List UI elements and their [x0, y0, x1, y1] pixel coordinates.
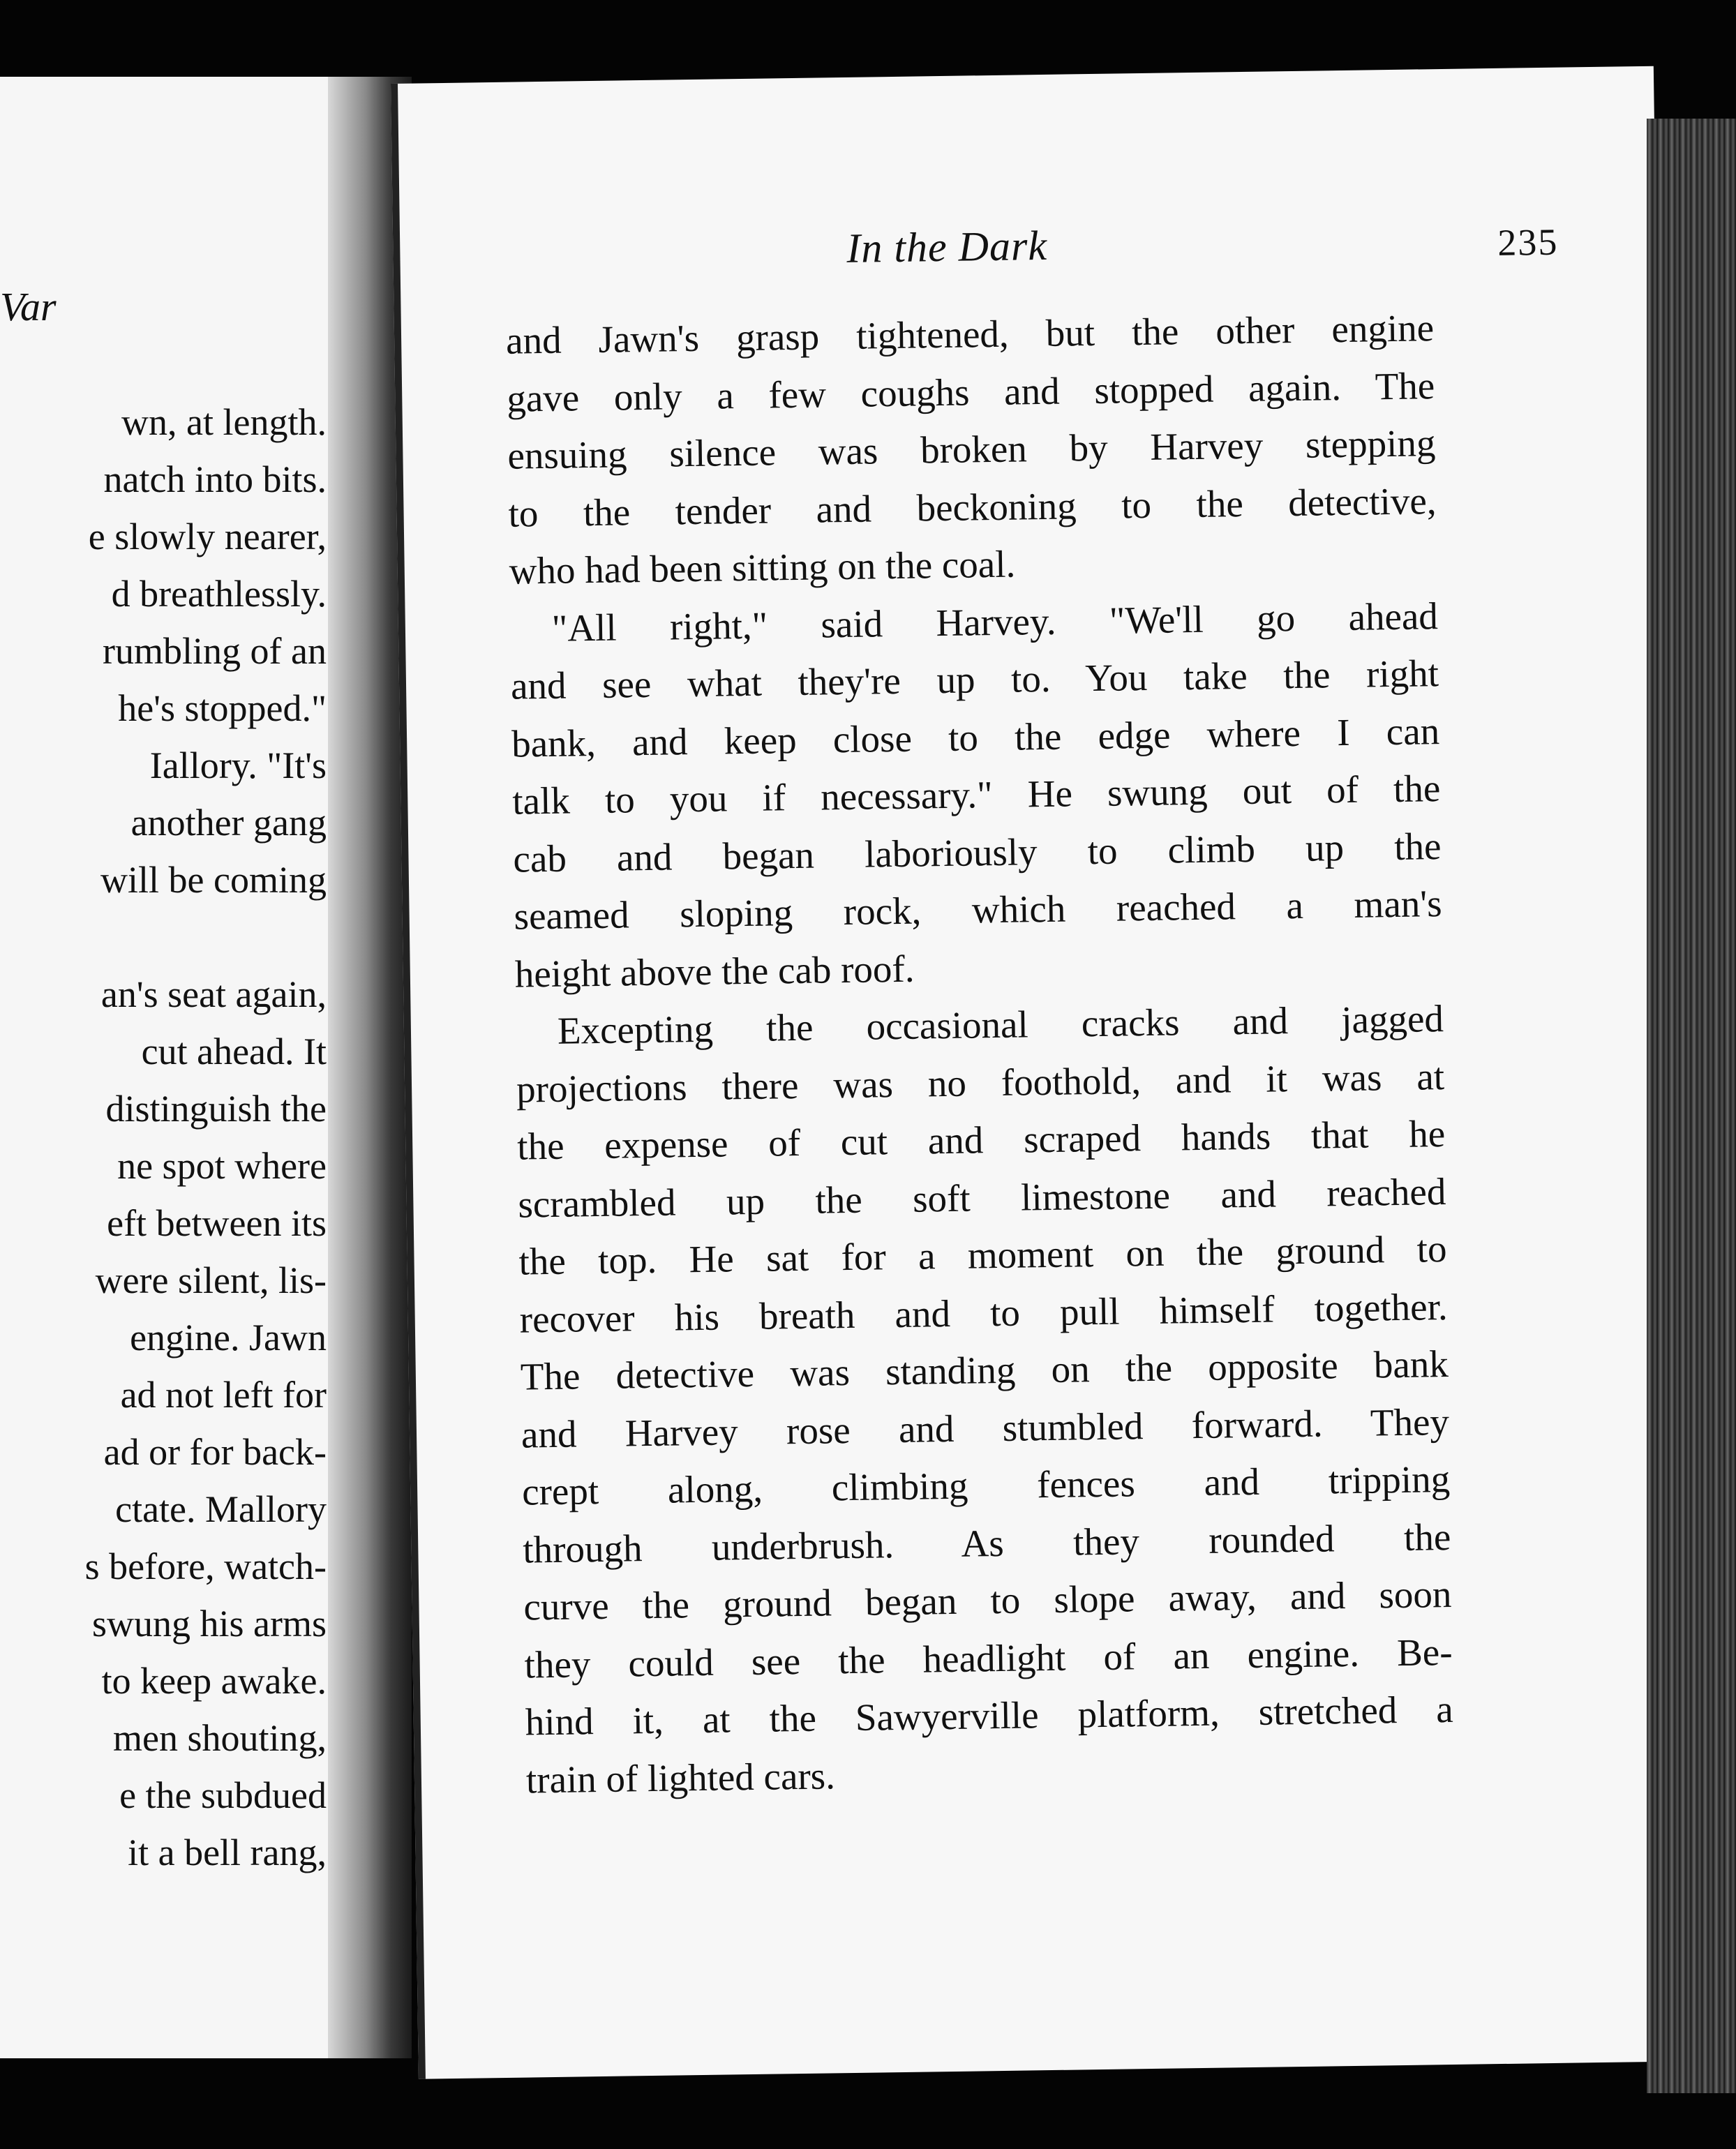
left-text-line: ctate. Mallory	[115, 1488, 327, 1530]
text-line: talk to you if necessary." He swung out of the	[511, 767, 1441, 823]
left-text-line: ne spot where	[117, 1145, 327, 1187]
text-line: and Harvey rose and stumbled forward. They	[521, 1400, 1450, 1456]
left-text-line: s before, watch-	[84, 1545, 327, 1587]
left-text-line: another gang	[130, 802, 327, 844]
text-line: to the tender and beckoning to the detective,	[508, 479, 1437, 535]
text-line: projections there was no foothold, and it was at	[516, 1054, 1445, 1111]
text-line: who had been sitting on the coal.	[509, 542, 1016, 592]
left-page-text	[0, 394, 327, 1881]
text-line: recover his breath and to pull himself together.	[519, 1285, 1449, 1341]
text-line: Excepting the occasional cracks and jagged	[557, 997, 1444, 1052]
left-text-line: swung his arms	[92, 1603, 327, 1645]
page-header	[400, 214, 1559, 286]
text-line: and see what they're up to. You take the right	[510, 652, 1439, 707]
text-line: the top. He sat for a moment on the ground to	[518, 1227, 1447, 1283]
text-line: train of lighted cars.	[525, 1753, 836, 1802]
text-line: crept along, climbing fences and tripping	[521, 1458, 1451, 1513]
left-text-line: e the subdued	[119, 1774, 327, 1816]
left-text-line: an's seat again,	[100, 973, 327, 1015]
text-line: cab and began laboriously to climb up the	[513, 824, 1442, 881]
text-line: they could see the headlight of an engine. Be-	[524, 1630, 1453, 1686]
left-text-line: d breathlessly.	[111, 573, 327, 615]
left-text-line: Iallory. "It's	[149, 744, 327, 786]
text-line: and Jawn's grasp tightened, but the other engine	[505, 306, 1435, 362]
left-text-line: men shouting,	[113, 1717, 327, 1759]
text-line: bank, and keep close to the edge where I can	[511, 709, 1440, 765]
left-text-line: to keep awake.	[101, 1660, 327, 1702]
left-page	[0, 77, 377, 2058]
right-page	[391, 66, 1682, 2079]
text-line: seamed sloping rock, which reached a man's	[514, 882, 1442, 938]
left-text-line: cut ahead. It	[141, 1031, 327, 1072]
left-text-line: were silent, lis-	[95, 1259, 327, 1301]
text-line: gave only a few coughs and stopped again. The	[506, 364, 1435, 420]
left-text-line: ad not left for	[120, 1374, 327, 1416]
left-text-line: eft between its	[107, 1202, 327, 1244]
left-text-line: natch into bits.	[103, 458, 327, 500]
text-line: hind it, at the Sawyerville platform, stretched a	[525, 1687, 1454, 1744]
text-line: scrambled up the soft limestone and reached	[518, 1169, 1446, 1226]
left-running-head: Var	[0, 284, 57, 329]
page-body-text	[506, 299, 1455, 1809]
page-edges	[1647, 119, 1736, 2093]
text-line: through underbrush. As they rounded the	[522, 1515, 1451, 1571]
left-text-line: e slowly nearer,	[88, 516, 327, 557]
left-text-line: he's stopped."	[118, 687, 327, 729]
text-line: ensuing silence was broken by Harvey stepping	[507, 421, 1436, 477]
text-line: the expense of cut and scraped hands that he	[516, 1112, 1446, 1168]
page-number: 235	[1497, 220, 1559, 264]
left-text-line: wn, at length.	[121, 401, 327, 443]
running-head: In the Dark	[846, 222, 1048, 271]
left-text-line: engine. Jawn	[130, 1317, 327, 1358]
left-text-line: distinguish the	[105, 1088, 327, 1130]
left-text-line: it a bell rang,	[128, 1832, 327, 1873]
text-line: curve the ground began to slope away, and soon	[523, 1572, 1452, 1628]
left-text-line: ad or for back-	[103, 1431, 327, 1473]
left-text-line: rumbling of an	[103, 630, 327, 672]
text-line: The detective was standing on the opposite bank	[520, 1342, 1449, 1398]
text-line: "All right," said Harvey. "We'll go ahead	[551, 594, 1439, 650]
text-line: height above the cab roof.	[514, 947, 915, 996]
left-text-line	[0, 908, 327, 966]
left-text-line: will be coming	[100, 859, 327, 901]
